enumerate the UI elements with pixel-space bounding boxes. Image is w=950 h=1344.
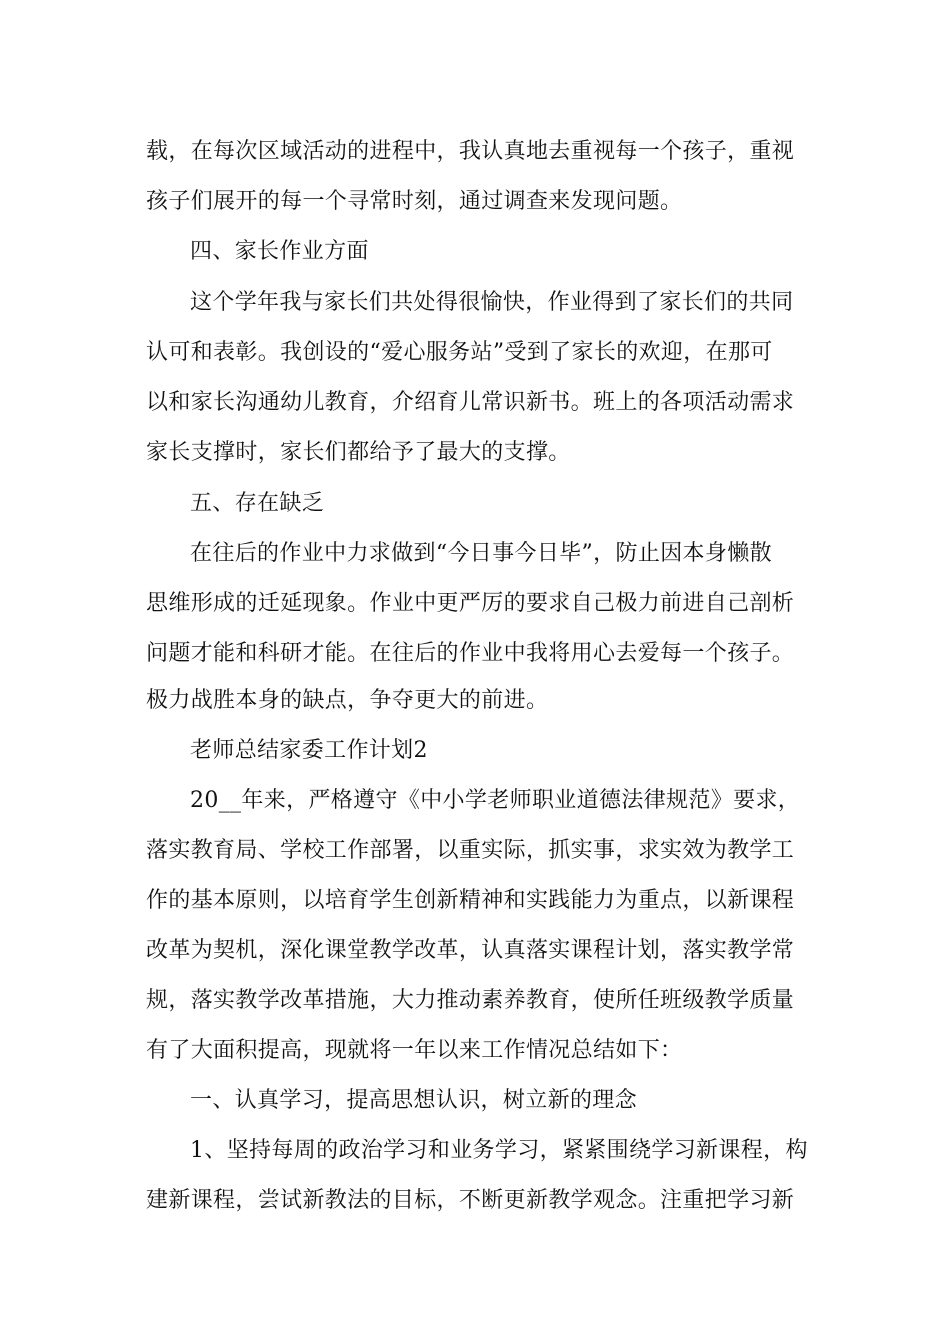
section-heading: 五、存在缺乏 [190,491,325,516]
paragraph-line: 孩子们展开的每一个寻常时刻，通过调查来发现问题。 [146,189,683,214]
paragraph-line: 家长支撑时，家长们都给予了最大的支撑。 [146,440,571,465]
paragraph-line: 作的基本原则，以培育学生创新精神和实践能力为重点，以新课程 [146,888,795,913]
paragraph-line: 以和家长沟通幼儿教育，介绍育儿常识新书。班上的各项活动需求 [146,390,795,415]
paragraph-line: 载，在每次区域活动的进程中，我认真地去重视每一个孩子，重视 [146,139,795,164]
paragraph-line: 20__年来，严格遵守《中小学老师职业道德法律规范》要求， [190,788,801,813]
paragraph-line: 规，落实教学改革措施，大力推动素养教育，使所任班级教学质量 [146,988,795,1013]
paragraph-line: 认可和表彰。我创设的“爱心服务站”受到了家长的欢迎，在那可 [146,340,773,365]
paragraph-line: 建新课程，尝试新教法的目标，不断更新教学观念。注重把学习新 [146,1188,795,1213]
paragraph-line: 极力战胜本身的缺点，争夺更大的前进。 [146,688,549,713]
paragraph-line: 有了大面积提高，现就将一年以来工作情况总结如下： [146,1038,683,1063]
paragraph-line: 这个学年我与家长们共处得很愉快，作业得到了家长们的共同 [190,290,794,315]
section-heading: 一、认真学习，提高思想认识，树立新的理念 [190,1088,638,1113]
document-title: 老师总结家委工作计划2 [190,738,428,763]
paragraph-line: 思维形成的迁延现象。作业中更严厉的要求自己极力前进自己剖析 [146,591,795,616]
paragraph-line: 1、坚持每周的政治学习和业务学习，紧紧围绕学习新课程，构 [190,1138,808,1163]
paragraph-line: 改革为契机，深化课堂教学改革，认真落实课程计划，落实教学常 [146,938,795,963]
paragraph-line: 落实教育局、学校工作部署，以重实际，抓实事，求实效为教学工 [146,838,795,863]
paragraph-line: 在往后的作业中力求做到“今日事今日毕”，防止因本身懒散 [190,541,772,566]
paragraph-line: 问题才能和科研才能。在往后的作业中我将用心去爱每一个孩子。 [146,641,795,666]
section-heading: 四、家长作业方面 [190,239,369,264]
